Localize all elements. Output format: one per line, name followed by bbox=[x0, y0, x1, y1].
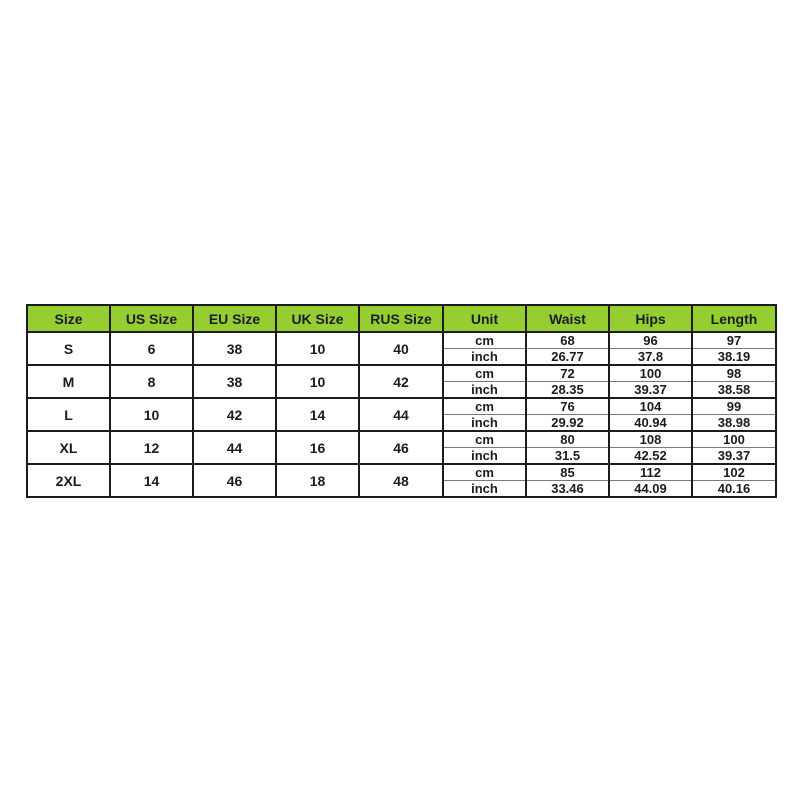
size-cell: XL bbox=[27, 431, 110, 464]
length-cm-cell: 98 bbox=[692, 365, 776, 382]
waist-inch-cell: 28.35 bbox=[526, 382, 609, 399]
hips-inch-cell: 42.52 bbox=[609, 448, 692, 465]
hips-cm-cell: 112 bbox=[609, 464, 692, 481]
eu-size-cell: 46 bbox=[193, 464, 276, 497]
size-cell: 2XL bbox=[27, 464, 110, 497]
header-cell-rus-size: RUS Size bbox=[359, 305, 443, 332]
length-cm-cell: 99 bbox=[692, 398, 776, 415]
header-cell-eu-size: EU Size bbox=[193, 305, 276, 332]
hips-inch-cell: 44.09 bbox=[609, 481, 692, 498]
header-cell-length: Length bbox=[692, 305, 776, 332]
unit-inch-label: inch bbox=[443, 415, 526, 432]
eu-size-cell: 44 bbox=[193, 431, 276, 464]
rus-size-cell: 40 bbox=[359, 332, 443, 365]
eu-size-cell: 38 bbox=[193, 365, 276, 398]
unit-inch-label: inch bbox=[443, 349, 526, 366]
eu-size-cell: 38 bbox=[193, 332, 276, 365]
rus-size-cell: 44 bbox=[359, 398, 443, 431]
header-cell-us-size: US Size bbox=[110, 305, 193, 332]
unit-inch-label: inch bbox=[443, 382, 526, 399]
uk-size-cell: 16 bbox=[276, 431, 359, 464]
length-inch-cell: 39.37 bbox=[692, 448, 776, 465]
size-cell: L bbox=[27, 398, 110, 431]
size-chart-table-container bbox=[26, 304, 775, 498]
uk-size-cell: 14 bbox=[276, 398, 359, 431]
table-row-s-cm bbox=[27, 332, 776, 349]
size-cell: S bbox=[27, 332, 110, 365]
rus-size-cell: 48 bbox=[359, 464, 443, 497]
us-size-cell: 12 bbox=[110, 431, 193, 464]
waist-cm-cell: 76 bbox=[526, 398, 609, 415]
hips-cm-cell: 104 bbox=[609, 398, 692, 415]
waist-inch-cell: 29.92 bbox=[526, 415, 609, 432]
hips-inch-cell: 39.37 bbox=[609, 382, 692, 399]
waist-inch-cell: 31.5 bbox=[526, 448, 609, 465]
length-cm-cell: 100 bbox=[692, 431, 776, 448]
length-cm-cell: 97 bbox=[692, 332, 776, 349]
rus-size-cell: 46 bbox=[359, 431, 443, 464]
us-size-cell: 14 bbox=[110, 464, 193, 497]
uk-size-cell: 10 bbox=[276, 365, 359, 398]
header-cell-waist: Waist bbox=[526, 305, 609, 332]
unit-inch-label: inch bbox=[443, 448, 526, 465]
rus-size-cell: 42 bbox=[359, 365, 443, 398]
header-cell-hips: Hips bbox=[609, 305, 692, 332]
us-size-cell: 10 bbox=[110, 398, 193, 431]
waist-inch-cell: 33.46 bbox=[526, 481, 609, 498]
table-row-m-cm bbox=[27, 365, 776, 382]
unit-cm-label: cm bbox=[443, 332, 526, 349]
eu-size-cell: 42 bbox=[193, 398, 276, 431]
header-cell-uk-size: UK Size bbox=[276, 305, 359, 332]
waist-cm-cell: 68 bbox=[526, 332, 609, 349]
waist-cm-cell: 85 bbox=[526, 464, 609, 481]
header-row bbox=[27, 305, 776, 332]
hips-cm-cell: 96 bbox=[609, 332, 692, 349]
size-cell: M bbox=[27, 365, 110, 398]
header-cell-size: Size bbox=[27, 305, 110, 332]
unit-inch-label: inch bbox=[443, 481, 526, 498]
table-row-2xl-cm bbox=[27, 464, 776, 481]
length-inch-cell: 38.98 bbox=[692, 415, 776, 432]
waist-cm-cell: 72 bbox=[526, 365, 609, 382]
size-chart-table bbox=[26, 304, 777, 498]
uk-size-cell: 10 bbox=[276, 332, 359, 365]
length-cm-cell: 102 bbox=[692, 464, 776, 481]
waist-cm-cell: 80 bbox=[526, 431, 609, 448]
unit-cm-label: cm bbox=[443, 431, 526, 448]
hips-cm-cell: 108 bbox=[609, 431, 692, 448]
us-size-cell: 6 bbox=[110, 332, 193, 365]
length-inch-cell: 38.58 bbox=[692, 382, 776, 399]
us-size-cell: 8 bbox=[110, 365, 193, 398]
hips-cm-cell: 100 bbox=[609, 365, 692, 382]
unit-cm-label: cm bbox=[443, 365, 526, 382]
table-row-xl-cm bbox=[27, 431, 776, 448]
waist-inch-cell: 26.77 bbox=[526, 349, 609, 366]
hips-inch-cell: 40.94 bbox=[609, 415, 692, 432]
unit-cm-label: cm bbox=[443, 464, 526, 481]
hips-inch-cell: 37.8 bbox=[609, 349, 692, 366]
length-inch-cell: 40.16 bbox=[692, 481, 776, 498]
unit-cm-label: cm bbox=[443, 398, 526, 415]
table-row-l-cm bbox=[27, 398, 776, 415]
header-cell-unit: Unit bbox=[443, 305, 526, 332]
uk-size-cell: 18 bbox=[276, 464, 359, 497]
length-inch-cell: 38.19 bbox=[692, 349, 776, 366]
